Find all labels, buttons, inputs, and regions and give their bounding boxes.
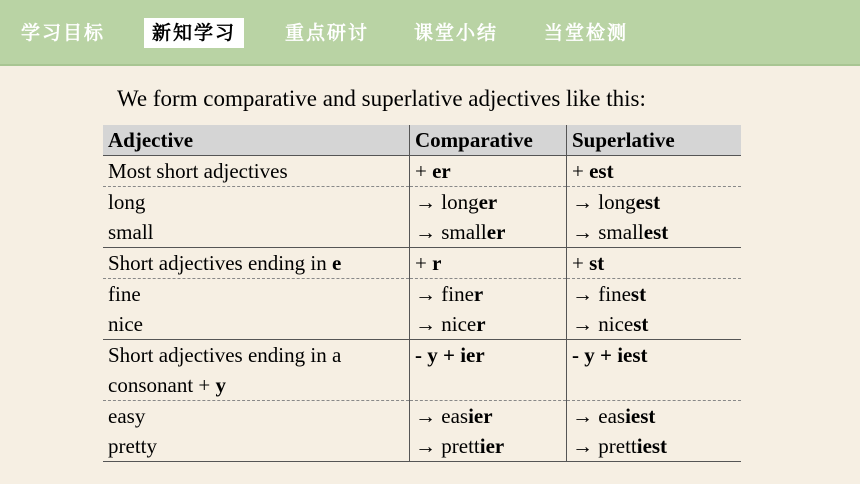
cell-line	[415, 340, 561, 370]
tab-key-discussion[interactable]: 重点研讨	[285, 22, 370, 44]
bold-suffix: er	[486, 220, 506, 244]
bold-suffix: er	[478, 190, 498, 214]
cell-text: → small	[572, 220, 644, 244]
bold-suffix: st	[630, 282, 647, 306]
table-body	[103, 156, 741, 462]
cell-text: easy	[108, 404, 146, 428]
cell-text: Short adjectives ending in a	[108, 343, 342, 367]
bold-suffix: est	[643, 220, 669, 244]
cell-superlative	[567, 279, 742, 340]
cell-text: → long	[572, 190, 636, 214]
cell-comparative	[410, 156, 567, 187]
cell-line	[108, 279, 404, 309]
cell-line	[108, 187, 404, 217]
cell-line	[572, 248, 736, 278]
bold-suffix: iest	[636, 434, 668, 458]
bold-suffix: e	[331, 251, 342, 275]
cell-line	[415, 187, 561, 217]
tab-in-class-test[interactable]: 当堂检测	[544, 22, 629, 44]
cell-line	[572, 156, 736, 186]
table-row	[103, 156, 741, 187]
header-comparative: Comparative	[410, 125, 567, 156]
table-row	[103, 279, 741, 340]
nav-bar-edge	[0, 64, 860, 66]
bold-suffix: st	[589, 251, 605, 275]
bold-suffix: est	[635, 190, 661, 214]
cell-line	[415, 309, 561, 339]
cell-text: pretty	[108, 434, 157, 458]
cell-comparative	[410, 248, 567, 279]
cell-text: → fine	[572, 282, 631, 306]
cell-superlative	[567, 187, 742, 248]
cell-text: nice	[108, 312, 143, 336]
cell-comparative	[410, 401, 567, 462]
cell-line	[572, 309, 736, 339]
bold-suffix: er	[432, 159, 451, 183]
table-row	[103, 248, 741, 279]
bold-suffix: - y + iest	[572, 343, 648, 367]
tab-learning-goals[interactable]: 学习目标	[21, 22, 106, 44]
table-row	[103, 340, 741, 401]
top-nav-bar	[0, 0, 860, 64]
cell-adjective	[103, 156, 410, 187]
cell-adjective	[103, 279, 410, 340]
bold-suffix: - y + ier	[415, 343, 485, 367]
cell-text: → fine	[415, 282, 474, 306]
cell-line	[415, 156, 561, 186]
tab-new-knowledge[interactable]: 新知学习	[144, 18, 244, 48]
cell-text: → eas	[572, 404, 626, 428]
tab-class-summary[interactable]: 课堂小结	[414, 22, 499, 44]
header-superlative: Superlative	[567, 125, 742, 156]
cell-superlative	[567, 340, 742, 401]
cell-line	[415, 248, 561, 278]
cell-line	[415, 401, 561, 431]
cell-text: Most short adjectives	[108, 159, 288, 183]
header-adjective: Adjective	[103, 125, 410, 156]
cell-superlative	[567, 248, 742, 279]
cell-line	[572, 431, 736, 461]
cell-superlative	[567, 156, 742, 187]
cell-line	[108, 248, 404, 278]
table-row	[103, 401, 741, 462]
cell-text: consonant +	[108, 373, 216, 397]
cell-text: → prett	[415, 434, 480, 458]
table-row	[103, 187, 741, 248]
bold-suffix: y	[215, 373, 226, 397]
cell-comparative	[410, 187, 567, 248]
cell-superlative	[567, 401, 742, 462]
cell-adjective	[103, 340, 410, 401]
cell-adjective	[103, 401, 410, 462]
adjective-forms-table	[103, 125, 741, 462]
cell-line	[415, 279, 561, 309]
cell-line	[572, 279, 736, 309]
bold-suffix: r	[476, 312, 486, 336]
cell-text: +	[572, 159, 590, 183]
cell-line	[108, 217, 404, 247]
cell-text: → eas	[415, 404, 469, 428]
cell-line	[572, 401, 736, 431]
bold-suffix: iest	[625, 404, 656, 428]
cell-line	[572, 340, 736, 370]
cell-comparative	[410, 279, 567, 340]
cell-text: +	[572, 251, 590, 275]
cell-text: +	[415, 159, 433, 183]
cell-line	[108, 309, 404, 339]
cell-text: → prett	[572, 434, 637, 458]
cell-line	[415, 431, 561, 461]
bold-suffix: est	[589, 159, 614, 183]
cell-text: fine	[108, 282, 141, 306]
cell-text: long	[108, 190, 146, 214]
cell-line	[108, 401, 404, 431]
cell-line	[108, 370, 404, 400]
cell-line	[415, 217, 561, 247]
cell-line	[108, 156, 404, 186]
cell-line	[572, 187, 736, 217]
table-header-row	[103, 125, 741, 156]
cell-text: Short adjectives ending in	[108, 251, 332, 275]
cell-text: → small	[415, 220, 487, 244]
cell-adjective	[103, 248, 410, 279]
bold-suffix: r	[432, 251, 442, 275]
cell-text: → nice	[572, 312, 634, 336]
cell-adjective	[103, 187, 410, 248]
intro-text: We form comparative and superlative adjectives like this:	[117, 86, 646, 111]
bold-suffix: r	[473, 282, 484, 306]
cell-line	[108, 431, 404, 461]
bold-suffix: ier	[479, 434, 505, 458]
cell-text: +	[415, 251, 433, 275]
bold-suffix: ier	[468, 404, 493, 428]
cell-line	[108, 340, 404, 370]
cell-line	[572, 217, 736, 247]
cell-text: → nice	[415, 312, 477, 336]
cell-comparative	[410, 340, 567, 401]
cell-text: → long	[415, 190, 479, 214]
bold-suffix: st	[633, 312, 649, 336]
cell-text: small	[108, 220, 154, 244]
